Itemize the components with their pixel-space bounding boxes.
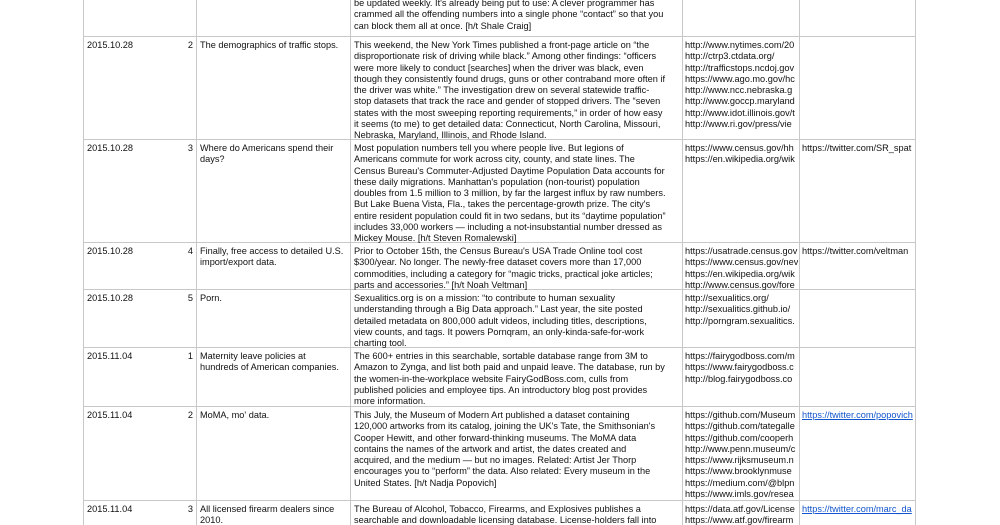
topic-cell[interactable]: All licensed firearm dealers since 2010. <box>200 504 335 525</box>
links-cell[interactable]: https://data.atf.gov/License https://www.atf.gov/firearm <box>685 504 795 525</box>
description-cell[interactable]: Most population numbers tell you where people live. But legions of Americans commute for work across city, county, and state lines. The Census Bureau's Commuter-Adjusted Daytime Population Data accounts for these daily migrations. Manhattan's population (non-tourist) population doubles from 1.5 million to 3 million, by far the largest influx by raw numbers. But Lake Buena Vista, Fla., takes the percentage-growth prize. The city's entire resident population could fit in two sedans, but its “daytime population” includes 33,000 workers — including a not-insubstantial number dressed as Mickey Mouse. [h/t Steven Romalewski] <box>354 143 666 244</box>
date-cell[interactable]: 2015.10.28 <box>87 40 133 50</box>
date-cell[interactable]: 2015.11.04 <box>87 504 133 514</box>
description-cell[interactable]: The Bureau of Alcohol, Tobacco, Firearms, and Explosives publishes a searchable and downloadable licensing database. License-holders fall into <box>354 504 657 525</box>
col-divider <box>799 0 800 525</box>
topic-cell[interactable]: Maternity leave policies at hundreds of American companies. <box>200 351 339 373</box>
number-cell[interactable]: 3 <box>187 504 193 514</box>
number-cell[interactable]: 2 <box>187 40 193 50</box>
col-divider <box>196 0 197 525</box>
date-cell[interactable]: 2015.11.04 <box>87 351 133 361</box>
row-divider <box>83 36 915 37</box>
description-cell[interactable]: This weekend, the New York Times published a front-page article on “the disproportionate risk of driving while black.” Among other findings: “officers were more likely to conduct [searches] when the driver was black, even though they consistently found drugs, guns or other contraband more often if the driver was white.” The investigation drew on several statewide traffic- stop datasets that track the race and gender of stopped drivers. The “seven states with the most sweeping reporting requirements,” in order of how easy it seems (to me) to get detailed data: Connecticut, North Carolina, Missouri, Nebraska, Maryland, Illinois, and Rhode Island. <box>354 40 666 141</box>
topic-cell[interactable]: MoMA, mo' data. <box>200 410 270 420</box>
links-cell[interactable]: http://sexualitics.org/ http://sexualitics.github.io/ http://porngram.sexualitics. <box>685 293 795 326</box>
number-cell[interactable]: 1 <box>187 351 193 361</box>
extra-link-cell[interactable]: https://twitter.com/veltman <box>802 246 909 256</box>
number-cell[interactable]: 2 <box>187 410 193 420</box>
extra-link-cell[interactable]: https://twitter.com/SR_spat <box>802 143 912 153</box>
links-cell[interactable]: http://www.nytimes.com/20 http://ctrp3.ctdata.org/ http://trafficstops.ncdoj.gov https://www.ago.mo.gov/hc http://www.ncc.nebraska.g http://www.goccp.maryland http://www.idot.illinois.gov/t http://www.ri.gov/press/vie <box>685 40 795 130</box>
date-cell[interactable]: 2015.11.04 <box>87 410 133 420</box>
extra-link-cell[interactable]: https://twitter.com/marc_da <box>802 504 912 514</box>
topic-cell[interactable]: Finally, free access to detailed U.S. import/export data. <box>200 246 344 268</box>
date-cell[interactable]: 2015.10.28 <box>87 246 133 256</box>
description-cell[interactable]: The 600+ entries in this searchable, sortable database range from 3M to Amazon to Zynga, and list both paid and unpaid leave. The database, run by the women-in-the-workplace website FairyGodBoss.com, culls from published policies and employee tips. An introductory blog post provides more information. <box>354 351 665 407</box>
topic-cell[interactable]: Porn. <box>200 293 222 303</box>
description-cell[interactable]: This July, the Museum of Modern Art published a dataset containing 120,000 artworks from its catalog, joining the UK's Tate, the Smithsonian's Cooper Hewitt, and other forward-thinking museums. The MoMA data contains the names of the artwork and artist, the dates created and acquired, and the medium — but no images. Related: Artist Jer Thorp encourages you to “perform” the data. Also related: Every museum in the United States. [h/t Nadja Popovich] <box>354 410 656 488</box>
col-divider <box>682 0 683 525</box>
date-cell[interactable]: 2015.10.28 <box>87 293 133 303</box>
links-cell[interactable]: https://www.census.gov/hh https://en.wikipedia.org/wik <box>685 143 795 165</box>
description-cell[interactable]: Sexualitics.org is on a mission: “to contribute to human sexuality understanding through a Big Data approach.” Last year, the site posted detailed metadata on 800,000 adult videos, including titles, descriptions, view counts, and tags. It powers Pornqram, an only-kinda-safe-for-work charting tool. <box>354 293 647 349</box>
col-divider <box>350 0 351 525</box>
links-cell[interactable]: https://usatrade.census.gov https://www.census.gov/nev https://en.wikipedia.org/wik http://www.census.gov/fore <box>685 246 798 290</box>
number-cell[interactable]: 4 <box>187 246 193 256</box>
topic-cell[interactable]: Where do Americans spend their days? <box>200 143 334 165</box>
links-cell[interactable]: https://github.com/Museum https://github.com/tategalle https://github.com/cooperh http://www.penn.museum/c https://www.rijksmuseum.n https://www.brooklynmuse https://medium.com/@blpn https://www.imls.gov/resea <box>685 410 796 500</box>
topic-cell[interactable]: The demographics of traffic stops. <box>200 40 339 50</box>
extra-link-cell[interactable]: https://twitter.com/popovich <box>802 410 913 420</box>
number-cell[interactable]: 3 <box>187 143 193 153</box>
links-cell[interactable]: https://fairygodboss.com/m https://www.fairygodboss.c http://blog.fairygodboss.co <box>685 351 795 384</box>
description-cell[interactable]: Prior to October 15th, the Census Bureau's USA Trade Online tool cost $300/year. No longer. The newly-free dataset covers more than 17,000 commodities, including a category for “magic tricks, practical joke articles; parts and accessories.” [h/t Noah Veltman] <box>354 246 653 290</box>
number-cell[interactable]: 5 <box>187 293 193 303</box>
col-divider <box>915 0 916 525</box>
description-cell[interactable]: be updated weekly. It's already being put to use: A clever programmer has crammed all the offending numbers into a single phone “contact” so that you can block them all at once. [h/t Shale Craig] <box>354 0 664 31</box>
col-divider <box>83 0 84 525</box>
date-cell[interactable]: 2015.10.28 <box>87 143 133 153</box>
